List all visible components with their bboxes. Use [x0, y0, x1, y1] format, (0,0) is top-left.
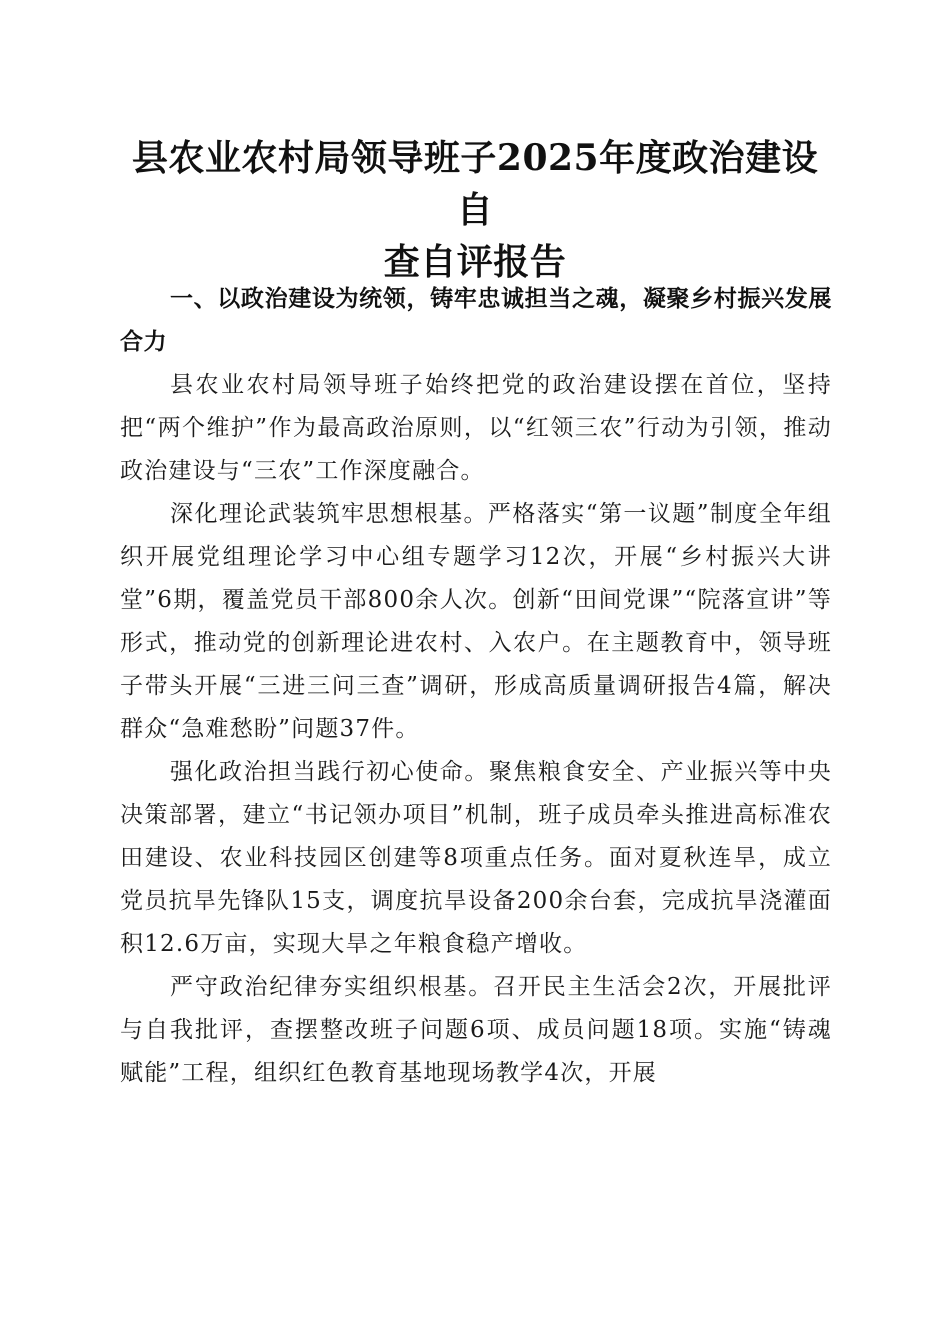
paragraph-responsibility: 强化政治担当践行初心使命。聚焦粮食安全、产业振兴等中央决策部署，建立“书记领办项目”机制，班子成员牵头推进高标准农田建设、农业科技园区创建等8项重点任务。面对夏秋连旱，成立党员抗旱先锋队15支，调度抗旱设备200余台套，完成抗旱浇灌面积12.6万亩，实现大旱之年粮食稳产增收。	[120, 759, 832, 957]
paragraph-discipline: 严守政治纪律夯实组织根基。召开民主生活会2次，开展批评与自我批评，查摆整改班子问题6项、成员问题18项。实施“铸魂赋能”工程，组织红色教育基地现场教学4次，开展	[120, 974, 832, 1086]
title-line-2: 查自评报告	[383, 241, 567, 283]
section-heading: 一、以政治建设为统领，铸牢忠诚担当之魂，凝聚乡村振兴发展合力	[120, 286, 832, 355]
paragraph-theory: 深化理论武装筑牢思想根基。严格落实“第一议题”制度全年组织开展党组理论学习中心组专题学习12次，开展“乡村振兴大讲堂”6期，覆盖党员干部800余人次。创新“田间党课”“院落宣讲”等形式，推动党的创新理论进农村、入农户。在主题教育中，领导班子带头开展“三进三问三查”调研，形成高质量调研报告4篇，解决群众“急难愁盼”问题37件。	[120, 501, 832, 742]
document-body	[120, 278, 832, 1095]
title-line-1: 县农业农村局领导班子2025年度政治建设自	[131, 137, 819, 231]
document-title	[120, 132, 830, 288]
paragraph-intro: 县农业农村局领导班子始终把党的政治建设摆在首位，坚持把“两个维护”作为最高政治原则，以“红领三农”行动为引领，推动政治建设与“三农”工作深度融合。	[120, 372, 832, 484]
